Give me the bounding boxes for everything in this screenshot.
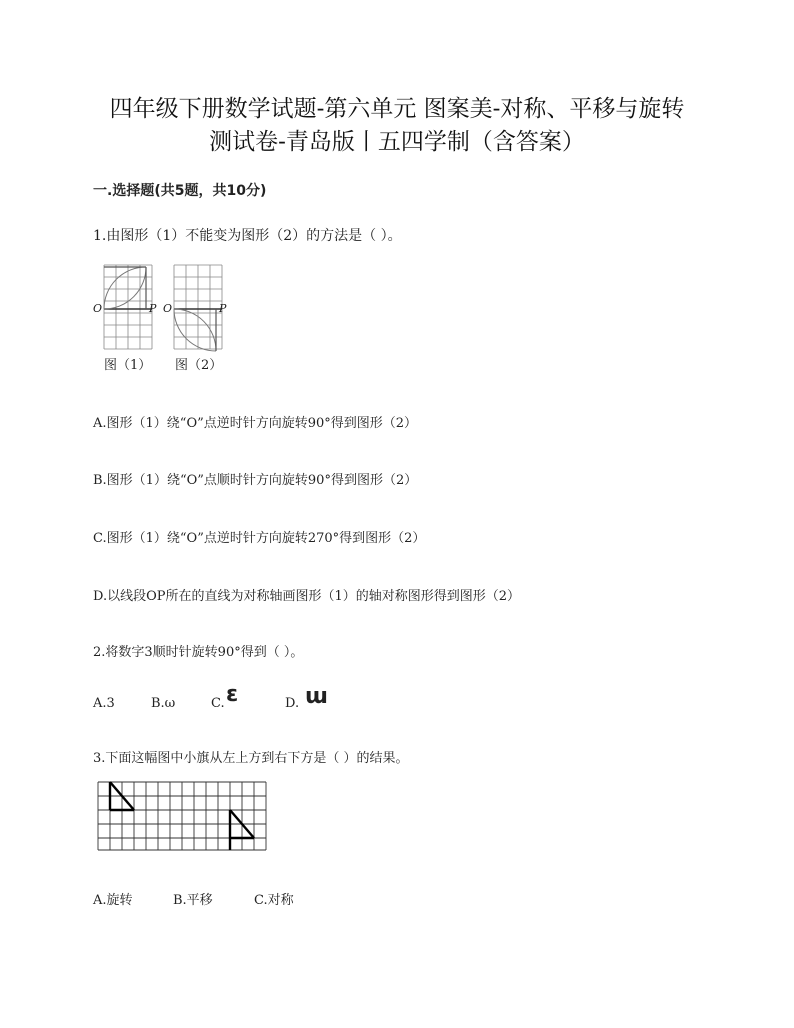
q1-option-d: D.以线段OP所在的直线为对称轴画图形（1）的轴对称图形得到图形（2） <box>93 589 521 604</box>
q2-option-a: A.3 <box>93 696 115 711</box>
q2-option-d: D. <box>285 696 300 711</box>
title-line-2: 测试卷-青岛版丨五四学制（含答案） <box>209 129 585 155</box>
q3-option-c: C.对称 <box>254 893 294 908</box>
q3-stem: 3.下面这幅图中小旗从左上方到右下方是（ ）的结果。 <box>93 751 409 766</box>
q1-option-c: C.图形（1）绕“O”点逆时针方向旋转270°得到图形（2） <box>93 531 426 546</box>
q2-option-c: C. <box>211 696 225 711</box>
q1-option-b: B.图形（1）绕“O”点顺时针方向旋转90°得到图形（2） <box>93 473 418 488</box>
q1-option-a: A.图形（1）绕“O”点逆时针方向旋转90°得到图形（2） <box>93 416 418 431</box>
q3-grid-figure <box>96 780 268 852</box>
section-heading: 一.选择题(共5题，共10分) <box>93 183 267 199</box>
q2-option-d-glyph: ɯ <box>305 684 328 709</box>
q1-figure-1-label: 图（1） <box>104 358 152 373</box>
q2-option-b: B.ω <box>151 696 176 711</box>
q3-option-b: B.平移 <box>173 893 213 908</box>
q1-point-p-2: P <box>219 302 227 315</box>
q1-point-o-2: O <box>163 302 173 315</box>
q2-stem: 2.将数字3顺时针旋转90°得到（ ）。 <box>93 645 304 660</box>
title-line-1: 四年级下册数学试题-第六单元 图案美-对称、平移与旋转 <box>109 96 685 122</box>
q1-stem: 1.由图形（1）不能变为图形（2）的方法是（ ）。 <box>93 228 402 244</box>
q1-point-p-1: P <box>149 302 157 315</box>
q1-figure-2-label: 图（2） <box>175 358 223 373</box>
q2-option-c-glyph: ɛ <box>226 682 239 707</box>
q3-option-a: A.旋转 <box>93 893 133 908</box>
q1-point-o-1: O <box>93 302 103 315</box>
